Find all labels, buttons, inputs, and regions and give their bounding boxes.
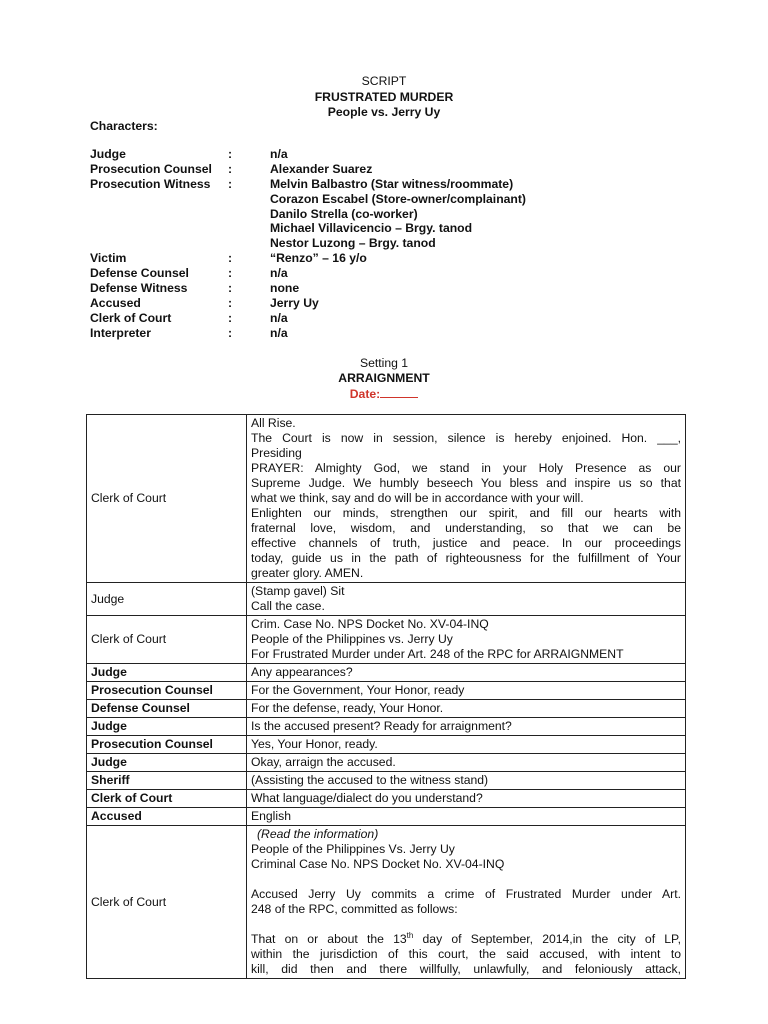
dialogue-line: what we think, say and do will be in accordance with your will. <box>251 491 584 505</box>
table-row <box>87 754 686 772</box>
setting-number: Setting 1 <box>359 356 409 370</box>
character-colon: : <box>228 295 233 310</box>
case-title: FRUSTRATED MURDER <box>314 89 454 104</box>
character-row <box>90 177 526 192</box>
table-row <box>87 736 686 754</box>
character-name: Danilo Strella (co-worker) <box>270 206 418 221</box>
speaker-cell: Judge <box>87 664 247 682</box>
dialogue-line: Crim. Case No. NPS Docket No. XV-04-INQ <box>251 617 489 631</box>
dialogue-line: People of the Philippines vs. Jerry Uy <box>251 632 453 646</box>
character-name: Melvin Balbastro (Star witness/roommate) <box>270 176 514 191</box>
speaker-cell: Accused <box>87 808 247 826</box>
dialogue-cell: For the Government, Your Honor, ready <box>247 682 686 700</box>
character-row <box>90 281 526 296</box>
dialogue-line: fraternal love, wisdom, and understanding, so that we can be <box>251 521 681 535</box>
character-role: Interpreter <box>90 325 151 340</box>
table-row <box>87 583 686 616</box>
dialogue-line: today, guide us in the path of righteousness for the fulfillment of Your <box>251 551 681 565</box>
dialogue-line: greater glory. AMEN. <box>251 566 364 580</box>
script-table <box>86 414 686 979</box>
date-blank <box>380 386 418 398</box>
dialogue-cell <box>247 583 686 616</box>
character-colon: : <box>228 281 233 296</box>
date-label: Date: <box>349 387 381 401</box>
speaker-cell: Judge <box>87 754 247 772</box>
character-role: Defense Counsel <box>90 266 189 281</box>
speaker-cell: Judge <box>87 583 247 616</box>
dialogue-line: (Stamp gavel) Sit <box>251 584 345 598</box>
dialogue-line: Criminal Case No. NPS Docket No. XV-04-INQ <box>251 857 505 871</box>
table-row <box>87 790 686 808</box>
character-name: n/a <box>270 266 288 281</box>
speaker-cell: Prosecution Counsel <box>87 682 247 700</box>
setting-title: ARRAIGNMENT <box>338 371 430 385</box>
dialogue-line: PRAYER: Almighty God, we stand in your Holy Presence as our <box>251 461 681 475</box>
dialogue-line: Call the case. <box>251 599 325 613</box>
dialogue-cell: Yes, Your Honor, ready. <box>247 736 686 754</box>
dialogue-cell <box>247 415 686 583</box>
character-name: “Renzo” – 16 y/o <box>270 251 367 266</box>
table-row <box>87 700 686 718</box>
dialogue-cell: (Assisting the accused to the witness stand) <box>247 772 686 790</box>
dialogue-line: Enlighten our minds, strengthen our spirit, and fill our hearts with <box>251 506 681 520</box>
dialogue-cell: For the defense, ready, Your Honor. <box>247 700 686 718</box>
character-name: Nestor Luzong – Brgy. tanod <box>270 236 436 251</box>
speaker-cell: Prosecution Counsel <box>87 736 247 754</box>
dialogue-line: effective channels of truth, justice and peace. In our proceedings <box>251 536 681 550</box>
table-row <box>87 772 686 790</box>
speaker-cell: Clerk of Court <box>87 616 247 664</box>
character-row <box>90 251 526 266</box>
dialogue-cell <box>247 826 686 979</box>
character-row <box>90 162 526 177</box>
speaker-cell: Clerk of Court <box>87 826 247 979</box>
dialogue-text: That on or about the 13 <box>251 932 407 946</box>
dialogue-line: 248 of the RPC, committed as follows: <box>251 902 458 916</box>
character-name: none <box>270 281 300 296</box>
character-row <box>90 147 526 162</box>
table-row <box>87 808 686 826</box>
stage-direction: (Read the information) <box>257 827 379 841</box>
dialogue-cell: Okay, arraign the accused. <box>247 754 686 772</box>
dialogue-line: Presiding <box>251 446 302 460</box>
table-row <box>87 616 686 664</box>
dialogue-line: kill, did then and there willfully, unlawfully, and feloniously attack, <box>251 962 681 976</box>
character-name: Jerry Uy <box>270 295 319 310</box>
table-row <box>87 718 686 736</box>
characters-heading: Characters: <box>90 119 158 133</box>
character-colon: : <box>228 147 233 161</box>
character-role: Prosecution Counsel <box>90 161 212 176</box>
character-role: Prosecution Witness <box>90 176 211 191</box>
character-row <box>90 221 526 236</box>
character-name: Alexander Suarez <box>270 161 373 176</box>
date-line <box>0 386 768 402</box>
dialogue-cell: Any appearances? <box>247 664 686 682</box>
table-row <box>87 415 686 583</box>
character-colon: : <box>228 310 233 325</box>
character-name: n/a <box>270 310 288 325</box>
character-role: Clerk of Court <box>90 310 172 325</box>
character-colon: : <box>228 176 233 191</box>
dialogue-line: The Court is now in session, silence is hereby enjoined. Hon. ___, <box>251 431 681 445</box>
dialogue-cell: What language/dialect do you understand? <box>247 790 686 808</box>
doc-label: SCRIPT <box>361 74 407 88</box>
character-row <box>90 326 526 341</box>
character-row <box>90 207 526 222</box>
setting-heading <box>0 356 768 402</box>
dialogue-line: Accused Jerry Uy commits a crime of Frustrated Murder under Art. <box>251 887 681 901</box>
speaker-cell: Clerk of Court <box>87 790 247 808</box>
table-row <box>87 664 686 682</box>
character-name: n/a <box>270 325 288 340</box>
speaker-cell: Sheriff <box>87 772 247 790</box>
dialogue-cell: English <box>247 808 686 826</box>
characters-list <box>90 147 526 341</box>
speaker-cell: Judge <box>87 718 247 736</box>
character-row <box>90 296 526 311</box>
table-row <box>87 826 686 979</box>
dialogue-line: within the jurisdiction of this court, the said accused, with intent to <box>251 947 681 961</box>
dialogue-text: day of September, 2014,in the city of LP, <box>413 932 681 946</box>
character-role: Judge <box>90 147 126 161</box>
speaker-cell: Clerk of Court <box>87 415 247 583</box>
character-name: Michael Villavicencio – Brgy. tanod <box>270 221 473 236</box>
character-role: Accused <box>90 295 141 310</box>
dialogue-line: People of the Philippines Vs. Jerry Uy <box>251 842 455 856</box>
case-parties: People vs. Jerry Uy <box>327 105 441 119</box>
dialogue-line <box>251 932 681 947</box>
dialogue-cell <box>247 616 686 664</box>
character-name: Corazon Escabel (Store-owner/complainant) <box>270 191 526 206</box>
character-name: n/a <box>270 147 288 161</box>
dialogue-line: For Frustrated Murder under Art. 248 of the RPC for ARRAIGNMENT <box>251 647 624 661</box>
character-colon: : <box>228 325 233 340</box>
speaker-cell: Defense Counsel <box>87 700 247 718</box>
character-row <box>90 311 526 326</box>
table-row <box>87 682 686 700</box>
character-row <box>90 192 526 207</box>
script-header <box>0 74 768 121</box>
character-colon: : <box>228 161 233 176</box>
character-colon: : <box>228 266 233 281</box>
dialogue-line: Supreme Judge. We humbly beseech You bless and inspire us so that <box>251 476 681 490</box>
character-colon: : <box>228 251 233 266</box>
dialogue-cell: Is the accused present? Ready for arraignment? <box>247 718 686 736</box>
character-row <box>90 236 526 251</box>
character-row <box>90 266 526 281</box>
ordinal-suffix: th <box>406 930 414 940</box>
character-role: Defense Witness <box>90 281 188 296</box>
dialogue-line: All Rise. <box>251 416 296 430</box>
character-role: Victim <box>90 251 127 266</box>
